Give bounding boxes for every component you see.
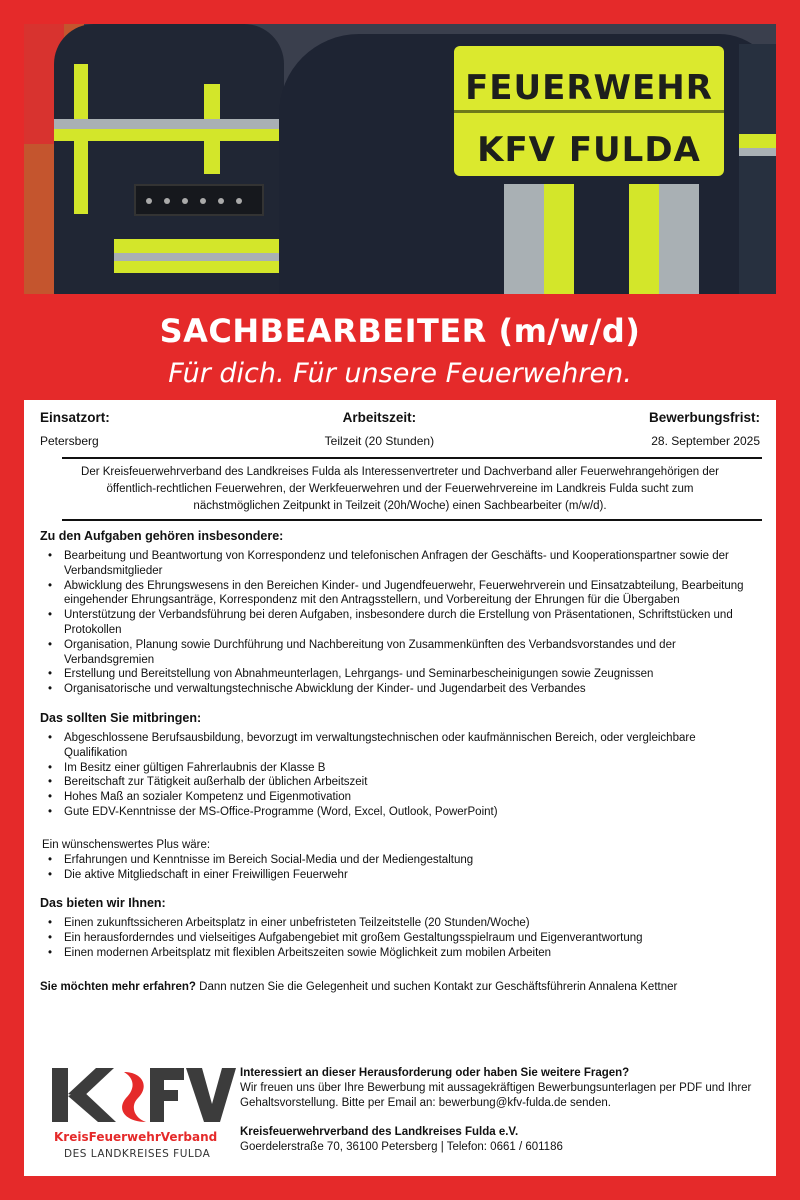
hours-label: Arbeitszeit: [342, 410, 417, 425]
list-item: • Gute EDV-Kenntnisse der MS-Office-Programme (Word, Excel, Outlook, PowerPoint) [40, 805, 760, 820]
reflective-stripe [544, 184, 574, 294]
job-title: SACHBEARBEITER (m/w/d) [159, 312, 641, 350]
reflective-band [114, 253, 284, 261]
contact-line [40, 981, 760, 993]
list-item: • Die aktive Mitgliedschaft in einer Freiwilligen Feuerwehr [40, 868, 760, 883]
plus-list [40, 853, 760, 883]
list-item: • Bearbeitung und Beantwortung von Korrespondenz und telefonischen Anfragen der Geschäfts- und Kooperationspartner sowie der Verbandsmitglieder [40, 549, 760, 579]
footer-text [240, 1066, 760, 1155]
tasks-heading: Zu den Aufgaben gehören insbesondere: [40, 529, 284, 543]
feuerwehr-back-patch [454, 46, 724, 176]
location-label: Einsatzort: [40, 410, 110, 425]
patch-text-feuerwehr: FEUERWEHR [465, 68, 713, 108]
list-item: • Einen modernen Arbeitsplatz mit flexiblen Arbeitszeiten sowie Möglichkeit zum mobilen Arbeiten [40, 946, 760, 961]
list-item: • Organisatorische und verwaltungstechnische Abwicklung der Kinder- und Jugendarbeit des Verbandes [40, 682, 760, 697]
info-location [40, 410, 110, 448]
reflective-stripe [629, 184, 659, 294]
requirements-section [40, 711, 760, 882]
footer-apply-text: Wir freuen uns über Ihre Bewerbung mit aussagekräftigen Bewerbungsunterlagen per PDF und Ihrer Gehaltsvorstellung. Bitte per Email an: bewerbung@kfv-fulda.de senden. [240, 1082, 752, 1109]
tasks-list [40, 549, 760, 697]
reflective-stripe [504, 184, 544, 294]
kfv-logo-mark [46, 1066, 236, 1128]
list-item: • Ein herausforderndes und vielseitiges Aufgabengebiet mit großem Gestaltungsspielraum und Eigenverantwortung [40, 931, 760, 946]
list-item: • Unterstützung der Verbandsführung bei deren Aufgaben, insbesondere durch die Erstellung von Präsentationen, Schriftstücken und Protokollen [40, 608, 760, 638]
footer [40, 1066, 760, 1166]
info-hours [325, 410, 434, 448]
tasks-section [40, 529, 760, 697]
list-item: • Einen zukunftssicheren Arbeitsplatz in einer unbefristeten Teilzeitstelle (20 Stunden/Woche) [40, 916, 760, 931]
info-row [40, 410, 760, 448]
patch-text-kfv-fulda: KFV FULDA [477, 130, 701, 170]
reflective-band [114, 261, 284, 273]
harness-belt [134, 184, 264, 216]
divider [62, 519, 762, 521]
content-panel [24, 400, 776, 1176]
list-item: • Erfahrungen und Kenntnisse im Bereich Social-Media und der Mediengestaltung [40, 853, 760, 868]
requirements-list [40, 731, 760, 820]
requirements-heading: Das sollten Sie mitbringen: [40, 710, 202, 725]
info-deadline [649, 410, 760, 448]
hours-value: Teilzeit (20 Stunden) [324, 434, 435, 448]
deadline-value: 28. September 2025 [651, 434, 760, 448]
list-item: • Abgeschlossene Berufsausbildung, bevorzugt im verwaltungstechnischen oder kaufmännischen Bereich, oder vergleichbare Qualifikation [40, 731, 760, 761]
list-item: • Bereitschaft zur Tätigkeit außerhalb der üblichen Arbeitszeit [40, 775, 760, 790]
reflective-band [54, 129, 284, 141]
list-item: • Erstellung und Bereitstellung von Abnahmeunterlagen, Lehrgangs- und Seminarbescheinigungen sowie Zeugnissen [40, 667, 760, 682]
reflective-stripe [659, 184, 699, 294]
footer-address: Goerdelerstraße 70, 36100 Petersberg | Telefon: 0661 / 601186 [240, 1141, 563, 1153]
tagline: Für dich. Für unsere Feuerwehren. [168, 358, 632, 389]
footer-question: Interessiert an dieser Herausforderung oder haben Sie weitere Fragen? [240, 1067, 630, 1079]
offer-list [40, 916, 760, 960]
hero-photo [24, 24, 776, 294]
plus-label: Ein wünschenswertes Plus wäre: [42, 838, 211, 851]
reflective-band [54, 119, 284, 129]
list-item: • Hohes Maß an sozialer Kompetenz und Eigenmotivation [40, 790, 760, 805]
footer-org-name: Kreisfeuerwehrverband des Landkreises Fulda e.V. [240, 1126, 519, 1138]
list-item: • Abwicklung des Ehrungswesens in den Bereichen Kinder- und Jugendfeuerwehr, Feuerwehrverein und Einsatzabteilung, Bearbeitung eingehender Ehrungsanträge, Korrespondenz mit den Antragsstellern, und Vorbereitung der Ehrungen für die Übergaben [40, 579, 760, 609]
offer-heading: Das bieten wir Ihnen: [40, 896, 166, 911]
firefighter-edge [739, 44, 776, 294]
reflective-band [114, 239, 284, 253]
deadline-label: Bewerbungsfrist: [648, 410, 760, 425]
intro-paragraph: Der Kreisfeuerwehrverband des Landkreises Fulda als Interessenvertreter und Dachverband aller Feuerwehrangehörigen der öffentlich-rechtlichen Feuerwehren, der Werkfeuerwehren und der Feuerwehrvereine im Landkreis Fulda sucht zum nächstmöglichen Zeitpunkt in Teilzeit (20h/Woche) einen Sachbearbeiter (m/w/d). [81, 466, 719, 512]
list-item: • Im Besitz einer gültigen Fahrerlaubnis der Klasse B [40, 761, 760, 776]
offer-section [40, 896, 760, 960]
contact-text: Dann nutzen Sie die Gelegenheit und suchen Kontakt zur Geschäftsführerin Annalena Kettner [195, 980, 678, 993]
list-item: • Organisation, Planung sowie Durchführung und Nachbereitung von Zusammenkünften des Verbandsvorstandes und der Verbandsgremien [40, 638, 760, 668]
kfv-logo [46, 1066, 236, 1166]
logo-subtitle: DES LANDKREISES FULDA [64, 1148, 211, 1160]
location-value: Petersberg [40, 434, 99, 448]
firefighter-left [54, 24, 284, 294]
logo-name: KreisFeuerwehrVerband [54, 1130, 218, 1144]
contact-lead: Sie möchten mehr erfahren? [40, 980, 196, 993]
